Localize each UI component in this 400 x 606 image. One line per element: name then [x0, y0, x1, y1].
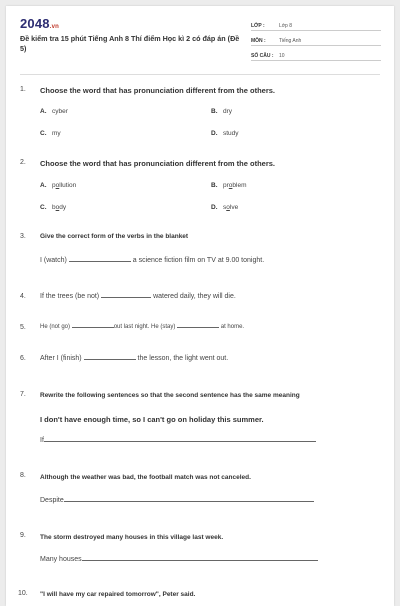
question-text: Rewrite the following sentences so that the second sentence has the same meaning — [40, 392, 300, 399]
logo-suffix: .vn — [49, 24, 60, 30]
question-number: 9. — [20, 532, 26, 539]
worksheet-page — [6, 6, 394, 606]
question-text: Choose the word that has pronunciation different from the others. — [40, 86, 276, 95]
answer-blank[interactable] — [64, 500, 314, 502]
question-number: 6. — [20, 355, 26, 362]
answer-line: Many houses — [40, 556, 318, 563]
question-number: 5. — [20, 324, 26, 331]
answer-blank[interactable] — [69, 260, 131, 262]
meta-count-key: SỐ CÂU : — [251, 53, 274, 59]
question-number: 3. — [20, 233, 26, 240]
answer-blank[interactable] — [177, 326, 219, 328]
answer-blank[interactable] — [82, 559, 318, 561]
option-d[interactable]: D. study — [211, 130, 239, 137]
meta-class — [251, 23, 381, 29]
question-number: 7. — [20, 391, 26, 398]
option-a[interactable]: A. cyber — [40, 108, 68, 115]
header-divider — [20, 74, 380, 75]
option-d[interactable]: D. solve — [211, 204, 239, 211]
question-number: 4. — [20, 293, 26, 300]
answer-blank[interactable] — [72, 326, 114, 328]
answer-blank[interactable] — [44, 440, 316, 442]
option-b[interactable]: B. dry — [211, 108, 233, 115]
answer-blank[interactable] — [84, 358, 136, 360]
meta-subject-key: MÔN : — [251, 38, 266, 44]
question-number: 1. — [20, 86, 26, 93]
question-text: Give the correct form of the verbs in the blanket — [40, 233, 189, 240]
option-c[interactable]: C. body — [40, 204, 67, 211]
meta-count — [251, 53, 381, 59]
answer-blank[interactable] — [101, 296, 151, 298]
answer-line: After I (finish) the lesson, the light went out. — [40, 355, 229, 362]
answer-line: I (watch) a science fiction film on TV at 9.00 tonight. — [40, 257, 265, 264]
meta-class-key: LỚP : — [251, 23, 265, 29]
question-text: The storm destroyed many houses in this village last week. — [40, 534, 224, 541]
option-b[interactable]: B. problem — [211, 182, 247, 189]
meta-subject — [251, 38, 381, 44]
answer-line: If the trees (be not) watered daily, they will die. — [40, 293, 236, 300]
meta-class-value: Lớp 8 — [279, 23, 293, 29]
answer-line: If — [40, 437, 316, 444]
question-number: 8. — [20, 472, 26, 479]
answer-line: He (not go) out last night. He (stay) at home. — [40, 324, 245, 330]
option-a[interactable]: A. pollution — [40, 182, 77, 189]
question-number: 10. — [18, 590, 28, 597]
document-title: Đề kiểm tra 15 phút Tiếng Anh 8 Thí điểm Học kì 2 có đáp án (Đề 5) — [20, 34, 240, 53]
meta-count-value: 10 — [279, 53, 285, 59]
question-text: Choose the word that has pronunciation different from the others. — [40, 159, 276, 168]
answer-line: Despite — [40, 497, 314, 504]
option-c[interactable]: C. my — [40, 130, 61, 137]
source-sentence: I don't have enough time, so I can't go on holiday this summer. — [40, 415, 264, 424]
logo-text: 2048 — [20, 16, 50, 31]
question-text: Although the weather was bad, the football match was not canceled. — [40, 474, 251, 481]
question-text: "I will have my car repaired tomorrow", Peter said. — [40, 591, 196, 598]
meta-subject-value: Tiếng Anh — [279, 38, 302, 44]
site-logo[interactable] — [20, 16, 59, 31]
question-number: 2. — [20, 159, 26, 166]
